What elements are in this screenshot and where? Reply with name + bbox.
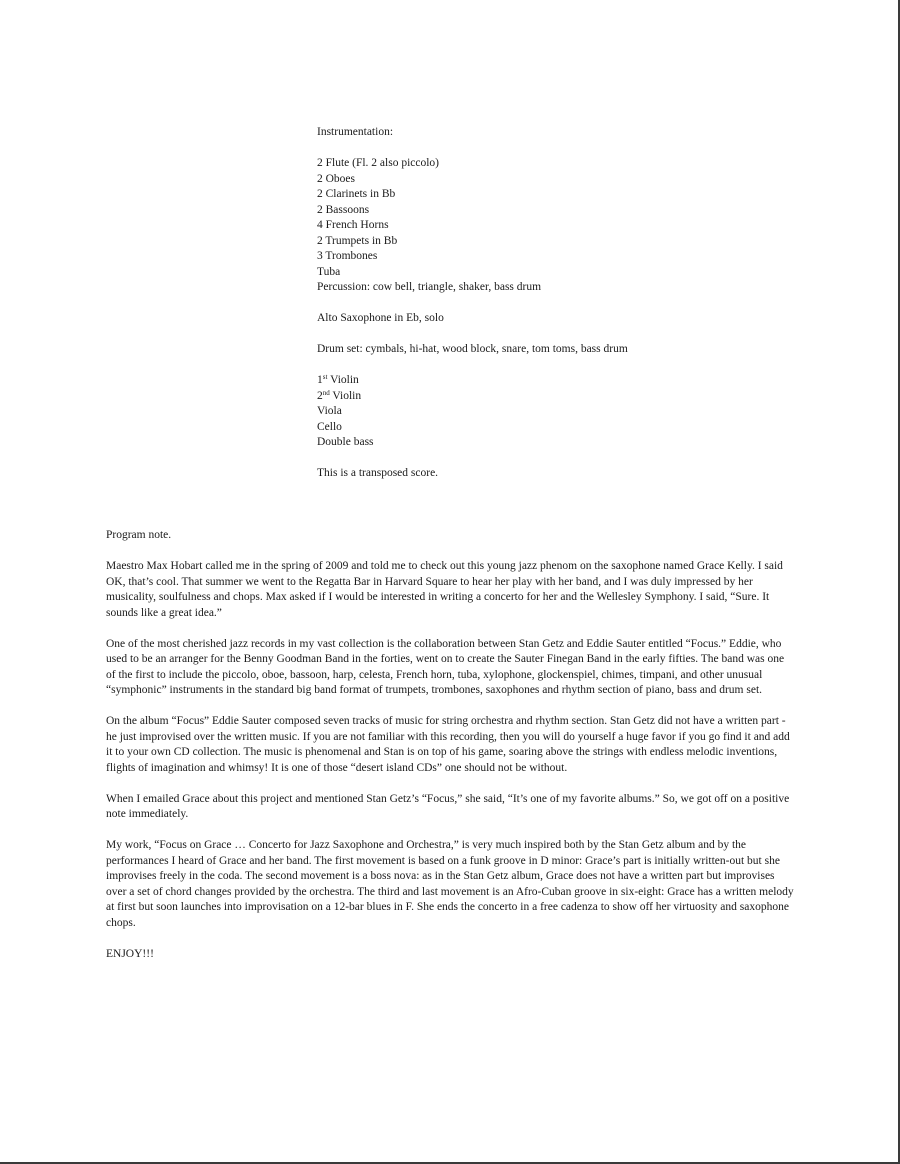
program-note-paragraph: One of the most cherished jazz records in my vast collection is the collaboration between Stan Getz and Eddie Sauter entitled “Focus.” Eddie, who used to be an arranger for the Benny Goodman Band in the forties, went on to create the Sauter Finegan Band in the early fifties. The band was one of the first to include the piccolo, oboe, bassoon, harp, celesta, French horn, tuba, xylophone, glockenspiel, chimes, timpani, and other unusual “symphonic” instruments in the standard big band format of trumpets, trombones, saxophones and rhythm section of piano, bass and drum set. xyxy=(106,637,785,696)
program-note-paragraph: Maestro Max Hobart called me in the spring of 2009 and told me to check out this young jazz phenom on the saxophone named Grace Kelly. I said OK, that’s cool. That summer we went to the Regatta Bar in Harvard Square to hear her play with her band, and I was duly impressed by her musicality, soulfulness and chops. Max asked if I would be interested in writing a concerto for her and the Wellesley Symphony. I said, “Sure. It sounds like a great idea.” xyxy=(106,560,783,619)
instrument-line: 2 Trumpets in Bb xyxy=(317,234,398,247)
instrument-line: 2 Flute (Fl. 2 also piccolo) xyxy=(317,157,440,169)
spacer xyxy=(317,327,757,343)
instrument-line: 2 Bassoons xyxy=(317,203,370,216)
instrument-line: 2 Oboes xyxy=(317,172,356,185)
instrument-line: 3 Trombones xyxy=(317,250,378,262)
solo-instrument-line: Alto Saxophone in Eb, solo xyxy=(317,312,444,324)
instrument-line: Double bass xyxy=(317,436,374,448)
instrument-line: 2 Clarinets in Bb xyxy=(317,188,396,200)
program-note-heading: Program note. xyxy=(106,529,172,541)
violin-1-ordinal: st xyxy=(322,373,328,381)
program-note-section xyxy=(106,528,796,978)
violin-1-line xyxy=(317,373,757,389)
instrumentation-heading: Instrumentation: xyxy=(317,126,394,138)
instrument-line: Percussion: cow bell, triangle, shaker, bass drum xyxy=(317,281,542,293)
program-note-paragraph: When I emailed Grace about this project and mentioned Stan Getz’s “Focus,” she said, “It’s one of my favorite albums.” So, we got off on a positive note immediately. xyxy=(106,792,790,820)
spacer xyxy=(317,296,757,312)
transposed-score-note: This is a transposed score. xyxy=(317,467,439,479)
spacer xyxy=(317,141,757,157)
violin-2-ordinal: nd xyxy=(322,388,330,397)
spacer xyxy=(317,358,757,374)
instrumentation-section xyxy=(317,125,757,482)
program-note-closing: ENJOY!!! xyxy=(106,947,154,960)
program-note-paragraph: My work, “Focus on Grace … Concerto for Jazz Saxophone and Orchestra,” is very much inspired both by the Stan Getz album and by the performances I heard of Grace and her band. The first movement is based on a funk groove in D minor: Grace’s part is initially written-out but she improvises freely in the coda. The second movement is a boss nova: as in the Stan Getz album, Grace does not have a written part but improvises over a set of chord changes provided by the orchestra. The third and last movement is an Afro-Cuban groove in six-eight: Grace has a written melody at first but soon launches into improvisation on a 12-bar blues in F. She ends the concerto in a free cadenza to show off her virtuosity and saxophone chops. xyxy=(106,839,794,929)
violin-2-line xyxy=(317,389,757,405)
spacer xyxy=(317,451,757,467)
instrument-line: Cello xyxy=(317,420,342,433)
violin-1-name: Violin xyxy=(327,374,359,386)
violin-2-number: 2 xyxy=(317,389,323,402)
instrument-line: Tuba xyxy=(317,265,341,278)
instrument-line: Viola xyxy=(317,405,342,417)
violin-1-number: 1 xyxy=(317,374,323,386)
drum-set-line: Drum set: cymbals, hi-hat, wood block, snare, tom toms, bass drum xyxy=(317,343,628,355)
violin-2-name: Violin xyxy=(329,389,362,402)
program-note-paragraph: On the album “Focus” Eddie Sauter composed seven tracks of music for string orchestra and rhythm section. Stan Getz did not have a written part - he just improvised over the written music. If you are not familiar with this recording, then you will do yourself a huge favor if you go find it and add it to your own CD collection. The music is phenomenal and Stan is on top of his game, soaring above the strings with endless melodic inventions, flights of imagination and whimsy! It is one of those “desert island CDs” one should not be without. xyxy=(106,715,790,774)
instrument-line: 4 French Horns xyxy=(317,219,389,231)
